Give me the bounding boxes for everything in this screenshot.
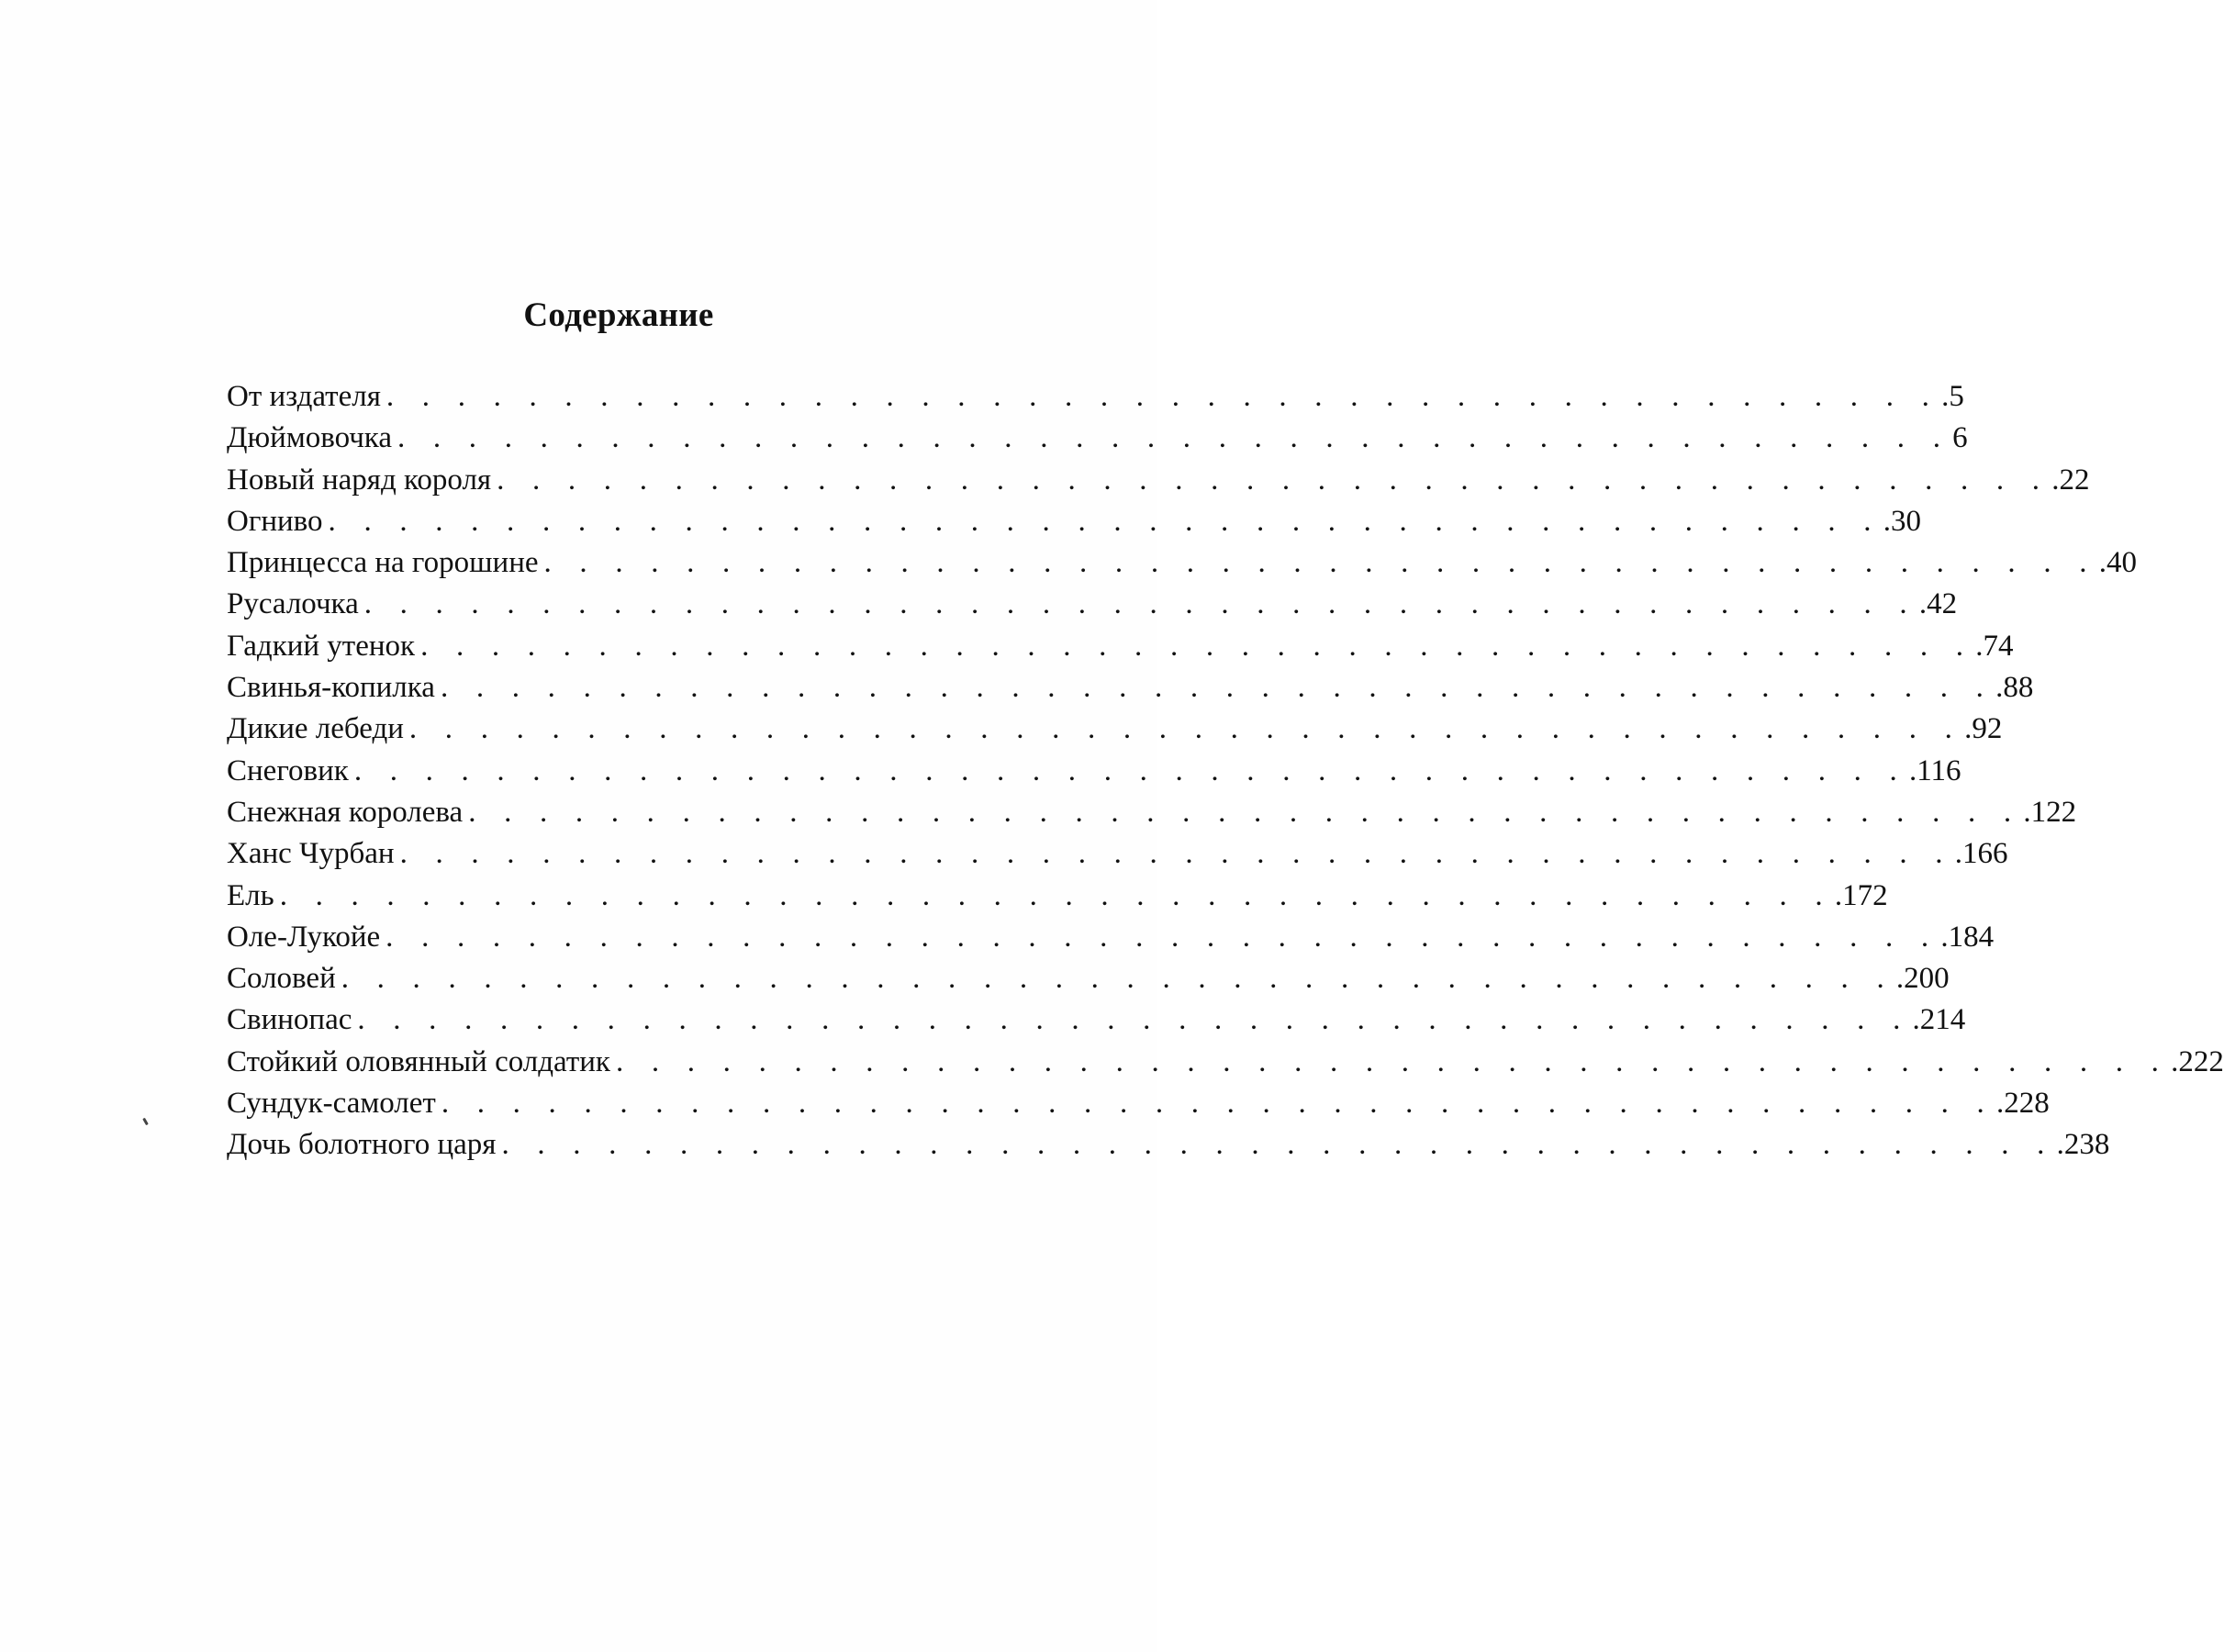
toc-entry xyxy=(227,376,1964,418)
toc-entry-page: .222 xyxy=(2171,1044,2224,1078)
toc-entry-page: .40 xyxy=(2098,546,2137,580)
toc-entry-title: Свинья-копилка xyxy=(227,671,435,705)
toc-dot-leader: . . . . . . . . . . . . . . . . . . . . . . . . . . . . . . . . . . . . . . . . . . . . xyxy=(279,878,1833,912)
toc-entry-title: От издателя xyxy=(227,380,381,413)
toc-entry-title: Дочь болотного царя xyxy=(227,1128,497,1162)
toc-entry-page: .74 xyxy=(1975,629,2014,663)
toc-entry-title: Снеговик xyxy=(227,753,349,787)
toc-entry xyxy=(227,917,1995,958)
toc-dot-leader: . . . . . . . . . . . . . . . . . . . . . . . . . . . . . . . . . . . . . . . . . . . . xyxy=(441,1087,1995,1121)
toc-dot-leader: . . . . . . . . . . . . . . . . . . . . . . . . . . . . . . . . . . . . . . . . . . . . xyxy=(420,629,1974,663)
toc-entry-title: Русалочка xyxy=(227,587,359,621)
toc-entry-page: .214 xyxy=(1912,1003,1966,1037)
toc-entry xyxy=(227,958,1950,999)
toc-dot-leader: . . . . . . . . . . . . . . . . . . . . . . . . . . . . . . . . . . . . . . . . . . . . xyxy=(501,1128,2055,1162)
toc-entry xyxy=(227,584,1958,625)
toc-entry-page: 6 xyxy=(1952,421,1968,455)
toc-entry xyxy=(227,460,2090,501)
toc-dot-leader: . . . . . . . . . . . . . . . . . . . . . . . . . . . . . . . . . . . . . . . . . . . . xyxy=(615,1044,2170,1078)
toc-entry xyxy=(227,833,2008,875)
toc-entry-page: .92 xyxy=(1964,712,2003,746)
toc-dot-leader: . . . . . . . . . . . . . . . . . . . . . . . . . . . . . . . . . . . . . . . . . . . . xyxy=(543,546,2097,580)
toc-entry-title: Ханс Чурбан xyxy=(227,837,395,871)
toc-entry-page: .238 xyxy=(2056,1128,2110,1162)
toc-dot-leader: . . . . . . . . . . . . . . . . . . . . . . . . . . . . . . . . . . . . . . . . . . . . xyxy=(357,1003,1911,1037)
toc-entry xyxy=(227,1042,2224,1083)
toc-dot-leader: . . . . . . . . . . . . . . . . . . . . . . . . . . . . . . . . . . . . . . . . . . . . xyxy=(353,753,1907,787)
toc-entry-title: Оле-Лукойе xyxy=(227,920,381,954)
toc-entry xyxy=(227,501,1921,542)
toc-entry-title: Снежная королева xyxy=(227,795,464,829)
toc-entry-title: Дикие лебеди xyxy=(227,712,404,746)
toc-entry xyxy=(227,999,1966,1041)
print-speck xyxy=(142,1118,149,1125)
toc-entry xyxy=(227,751,1961,792)
toc-entry-page: .200 xyxy=(1895,962,1950,996)
toc-entry-page: .30 xyxy=(1883,504,1921,538)
toc-entry-page: .22 xyxy=(2051,463,2090,497)
toc-dot-leader: . . . . . . . . . . . . . . . . . . . . . . . . . . . . . . . . . . . . . . . . . . . . xyxy=(386,920,1939,954)
toc-entry-page: .88 xyxy=(1995,671,2034,705)
toc-dot-leader: . . . . . . . . . . . . . . . . . . . . . . . . . . . . . . . . . . . . . . . . . . . . xyxy=(497,463,2051,497)
toc-entry-title: Соловей xyxy=(227,962,336,996)
toc-dot-leader: . . . . . . . . . . . . . . . . . . . . . . . . . . . . . . . . . . . . . . . . . . . . xyxy=(386,380,1940,413)
toc-entry xyxy=(227,709,2003,750)
toc-dot-leader: . . . . . . . . . . . . . . . . . . . . . . . . . . . . . . . . . . . . . . . . . . . . xyxy=(328,504,1882,538)
toc-entry-title: Сундук-самолет xyxy=(227,1087,436,1121)
toc-entry-page: .172 xyxy=(1834,878,1888,912)
toc-dot-leader: . . . . . . . . . . . . . . . . . . . . . . . . . . . . . . . . . . . . . . . . . . . . xyxy=(397,421,1951,455)
toc-entry xyxy=(227,418,1968,459)
toc-entry xyxy=(227,1124,2110,1166)
toc-entry xyxy=(227,1083,2050,1124)
toc-entry-page: .228 xyxy=(1996,1087,2050,1121)
toc-entry xyxy=(227,542,2137,584)
toc-entry xyxy=(227,667,2034,709)
toc-entry-page: .122 xyxy=(2023,795,2077,829)
toc-dot-leader: . . . . . . . . . . . . . . . . . . . . . . . . . . . . . . . . . . . . . . . . . . . . xyxy=(363,587,1917,621)
toc-entry-page: .42 xyxy=(1918,587,1958,621)
toc-entry xyxy=(227,876,1888,917)
toc-entry xyxy=(227,792,2077,833)
toc-dot-leader: . . . . . . . . . . . . . . . . . . . . . . . . . . . . . . . . . . . . . . . . . . . . xyxy=(440,671,1995,705)
toc-entry-page: .184 xyxy=(1940,920,1995,954)
page-title: Содержание xyxy=(523,296,714,334)
toc-entry-title: Гадкий утенок xyxy=(227,629,416,663)
toc-entry-page: .166 xyxy=(1954,837,2008,871)
toc-entry-title: Дюймовочка xyxy=(227,421,392,455)
toc-entry xyxy=(227,626,2014,667)
toc-dot-leader: . . . . . . . . . . . . . . . . . . . . . . . . . . . . . . . . . . . . . . . . . . . . xyxy=(468,795,2022,829)
toc-entry-title: Новый наряд короля xyxy=(227,463,492,497)
toc-entry-title: Свинопас xyxy=(227,1003,352,1037)
toc-dot-leader: . . . . . . . . . . . . . . . . . . . . . . . . . . . . . . . . . . . . . . . . . . . . xyxy=(341,962,1894,996)
toc-entry-title: Ель xyxy=(227,878,274,912)
table-of-contents xyxy=(227,376,2224,1166)
toc-entry-page: .5 xyxy=(1941,380,1964,413)
toc-entry-title: Принцесса на горошине xyxy=(227,546,539,580)
toc-dot-leader: . . . . . . . . . . . . . . . . . . . . . . . . . . . . . . . . . . . . . . . . . . . . xyxy=(399,837,1953,871)
toc-dot-leader: . . . . . . . . . . . . . . . . . . . . . . . . . . . . . . . . . . . . . . . . . . . . xyxy=(408,712,1963,746)
toc-entry-title: Огниво xyxy=(227,504,323,538)
toc-entry-title: Стойкий оловянный солдатик xyxy=(227,1044,610,1078)
toc-entry-page: .116 xyxy=(1908,753,1961,787)
